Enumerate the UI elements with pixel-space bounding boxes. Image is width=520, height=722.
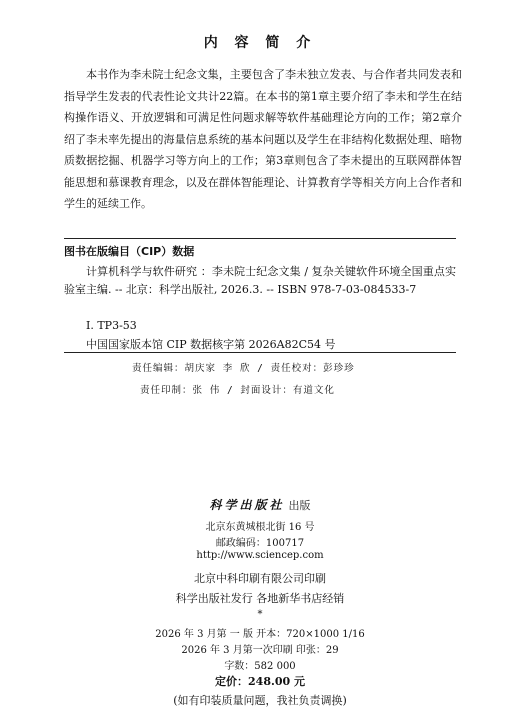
distribution-info: 科学出版社发行 各地新华书店经销 xyxy=(175,592,345,605)
publisher-logo: 科学出版社 xyxy=(209,498,285,512)
printer-info: 北京中科印刷有限公司印刷 xyxy=(194,572,326,585)
postcode: 邮政编码：100717 xyxy=(215,538,305,549)
production-credits: 责任印制：张 伟 / 封面设计：有道文化 xyxy=(140,385,335,396)
publisher-address: 北京东黄城根北街 16 号 xyxy=(205,522,315,533)
cip-record-number: 中国国家版本馆 CIP 数据核字第 2026A82C54 号 xyxy=(86,338,336,351)
publisher-website: http://www.sciencep.com xyxy=(196,550,324,561)
edition-info: 2026 年 3 月第 一 版 开本：720×1000 1/16 xyxy=(155,629,365,640)
publisher-suffix: 出版 xyxy=(288,499,311,512)
cip-heading: 图书在版编目（CIP）数据 xyxy=(64,245,195,258)
cip-record-text: 计算机科学与软件研究 ：李未院士纪念文集 / 复杂关键软件环境全国重点实验室主编. -- 北京：科学出版社, 2026.3. -- ISBN 978-7-03-084533-7 xyxy=(64,265,456,296)
content-summary-heading: 内 容 简 介 xyxy=(203,35,317,51)
cip-classification: Ⅰ. TP3-53 xyxy=(86,319,137,332)
printing-info: 2026 年 3 月第一次印刷 印张：29 xyxy=(181,645,339,656)
separator-asterisk: * xyxy=(257,609,263,620)
price: 定价：248.00 元 xyxy=(215,675,305,688)
content-summary-text: 本书作为李未院士纪念文集，主要包含了李未独立发表、与合作者共同发表和指导学生发表的代表性论文共计22篇。在本书的第1章主要介绍了李未和学生在结构操作语义、开放逻辑和可满足性问题求解等软件基础理论方向的工作；第2章介绍了李未率先提出的海量信息系统的基本问题以及学生在非结构化数据处理、暗物质数据挖掘、机器学习等方向上的工作；第3章则包含了李未提出的互联网群体智能思想和慕课教育理念，以及在群体智能理论、计算教育学等相关方向上合作者和学生的延续工作。 xyxy=(64,68,462,210)
cip-top-rule xyxy=(64,238,456,239)
editor-credits: 责任编辑：胡庆家 李 欣 / 责任校对：彭珍珍 xyxy=(132,363,355,374)
publisher-line xyxy=(0,496,520,513)
word-count: 字数：582 000 xyxy=(224,661,296,672)
quality-note: (如有印装质量问题，我社负责调换) xyxy=(173,694,347,707)
cip-bottom-rule xyxy=(64,352,456,353)
